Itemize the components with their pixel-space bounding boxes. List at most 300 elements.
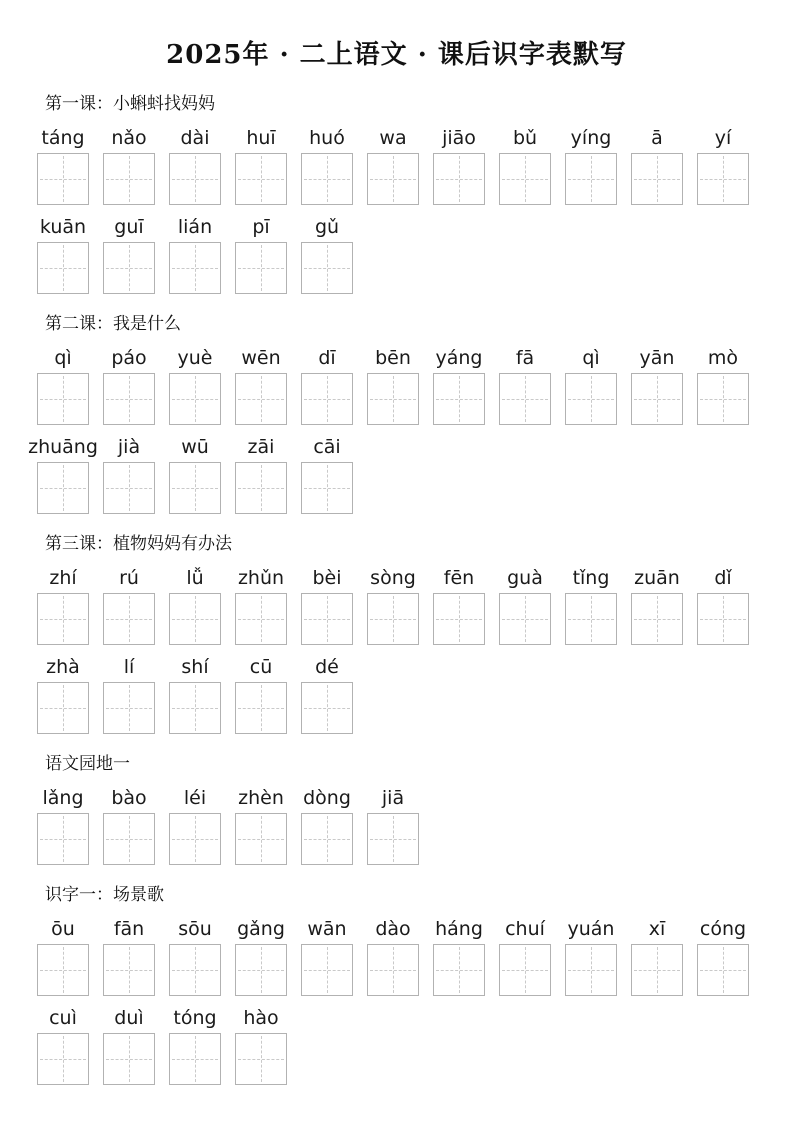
- pinyin-cell: [697, 344, 749, 425]
- pinyin-label: [169, 784, 221, 810]
- tianzige-box: [433, 373, 485, 425]
- pinyin-text: fān: [113, 918, 145, 940]
- pinyin-label: [301, 915, 353, 941]
- pinyin-label: [367, 124, 419, 150]
- tianzige-box: [301, 242, 353, 294]
- pinyin-label: [169, 213, 221, 239]
- tianzige-box: [103, 462, 155, 514]
- tianzige-box: [499, 373, 551, 425]
- pinyin-text: chuí: [505, 918, 545, 940]
- pinyin-cell: [169, 784, 221, 865]
- pinyin-label: [697, 915, 749, 941]
- tianzige-box: [103, 242, 155, 294]
- tianzige-vertical-guide-line: [129, 947, 130, 993]
- pinyin-text: yuè: [177, 347, 213, 369]
- pinyin-row: [37, 124, 793, 205]
- pinyin-label: [565, 124, 617, 150]
- tianzige-box: [565, 153, 617, 205]
- pinyin-label: [169, 915, 221, 941]
- tianzige-vertical-guide-line: [63, 465, 64, 511]
- pinyin-label: [37, 124, 89, 150]
- pinyin-label: [631, 344, 683, 370]
- pinyin-cell: [169, 124, 221, 205]
- pinyin-cell: [103, 564, 155, 645]
- pinyin-label: [235, 124, 287, 150]
- pinyin-cell: [301, 915, 353, 996]
- tianzige-vertical-guide-line: [195, 816, 196, 862]
- pinyin-text: pī: [252, 216, 270, 238]
- tianzige-box: [103, 373, 155, 425]
- pinyin-cell: [103, 213, 155, 294]
- tianzige-box: [367, 373, 419, 425]
- pinyin-text: cuì: [49, 1007, 77, 1029]
- tianzige-vertical-guide-line: [327, 947, 328, 993]
- tianzige-vertical-guide-line: [63, 245, 64, 291]
- pinyin-row: [28, 433, 793, 514]
- tianzige-vertical-guide-line: [129, 156, 130, 202]
- pinyin-cell: [103, 915, 155, 996]
- pinyin-label: [433, 344, 485, 370]
- pinyin-label: [631, 915, 683, 941]
- pinyin-cell: [697, 915, 749, 996]
- tianzige-box: [433, 153, 485, 205]
- pinyin-cell: [499, 344, 551, 425]
- tianzige-box: [301, 593, 353, 645]
- pinyin-text: fēn: [443, 567, 475, 589]
- tianzige-vertical-guide-line: [657, 156, 658, 202]
- pinyin-cell: [37, 344, 89, 425]
- pinyin-cell: [301, 784, 353, 865]
- pinyin-cell: [169, 433, 221, 514]
- tianzige-box: [631, 373, 683, 425]
- pinyin-label: [301, 124, 353, 150]
- tianzige-vertical-guide-line: [195, 465, 196, 511]
- pinyin-cell: [235, 433, 287, 514]
- tianzige-vertical-guide-line: [327, 465, 328, 511]
- tianzige-vertical-guide-line: [261, 947, 262, 993]
- pinyin-text: léi: [183, 787, 207, 809]
- pinyin-label: [565, 344, 617, 370]
- pinyin-text: zhí: [49, 567, 77, 589]
- pinyin-cell: [37, 784, 89, 865]
- tianzige-box: [367, 944, 419, 996]
- pinyin-label: [37, 213, 89, 239]
- pinyin-text: sōu: [178, 918, 212, 940]
- tianzige-vertical-guide-line: [129, 596, 130, 642]
- pinyin-text: táng: [41, 127, 85, 149]
- tianzige-box: [235, 242, 287, 294]
- pinyin-label: [235, 564, 287, 590]
- pinyin-row: [37, 344, 793, 425]
- tianzige-box: [103, 1033, 155, 1085]
- section-title: 第三课：植物妈妈有办法: [45, 534, 232, 554]
- tianzige-box: [367, 593, 419, 645]
- pinyin-label: [169, 344, 221, 370]
- pinyin-label: [169, 564, 221, 590]
- pinyin-text: jiā: [381, 787, 405, 809]
- pinyin-text: lí: [123, 656, 135, 678]
- tianzige-vertical-guide-line: [195, 156, 196, 202]
- pinyin-text: fā: [515, 347, 535, 369]
- tianzige-box: [499, 593, 551, 645]
- tianzige-box: [37, 944, 89, 996]
- pinyin-text: qì: [582, 347, 600, 369]
- pinyin-cell: [565, 564, 617, 645]
- tianzige-vertical-guide-line: [195, 376, 196, 422]
- pinyin-text: wēn: [241, 347, 281, 369]
- pinyin-label: [367, 344, 419, 370]
- pinyin-label: [37, 1004, 89, 1030]
- pinyin-label: [103, 124, 155, 150]
- tianzige-vertical-guide-line: [129, 1036, 130, 1082]
- pinyin-label: [433, 915, 485, 941]
- pinyin-text: gǎng: [237, 918, 285, 940]
- pinyin-cell: [37, 1004, 89, 1085]
- pinyin-label: [169, 1004, 221, 1030]
- pinyin-label: [631, 564, 683, 590]
- pinyin-label: [697, 564, 749, 590]
- tianzige-box: [169, 1033, 221, 1085]
- tianzige-box: [37, 373, 89, 425]
- tianzige-box: [235, 462, 287, 514]
- pinyin-cell: [28, 433, 98, 514]
- tianzige-box: [301, 153, 353, 205]
- tianzige-vertical-guide-line: [393, 816, 394, 862]
- pinyin-label: [37, 564, 89, 590]
- pinyin-row: [37, 915, 793, 996]
- pinyin-text: lǎng: [42, 787, 84, 809]
- pinyin-text: zāi: [247, 436, 275, 458]
- pinyin-label: [235, 1004, 287, 1030]
- pinyin-label: [28, 433, 98, 459]
- pinyin-label: [103, 433, 155, 459]
- pinyin-label: [235, 213, 287, 239]
- pinyin-text: sòng: [370, 567, 416, 589]
- pinyin-text: yáng: [435, 347, 483, 369]
- pinyin-text: lián: [177, 216, 213, 238]
- pinyin-cell: [103, 344, 155, 425]
- tianzige-box: [499, 153, 551, 205]
- tianzige-box: [367, 813, 419, 865]
- tianzige-vertical-guide-line: [261, 1036, 262, 1082]
- tianzige-box: [367, 153, 419, 205]
- pinyin-label: [169, 433, 221, 459]
- pinyin-label: [301, 653, 353, 679]
- tianzige-box: [235, 682, 287, 734]
- pinyin-text: wān: [307, 918, 347, 940]
- pinyin-label: [169, 124, 221, 150]
- pinyin-label: [37, 784, 89, 810]
- tianzige-box: [37, 813, 89, 865]
- tianzige-box: [37, 1033, 89, 1085]
- pinyin-text: dào: [375, 918, 411, 940]
- pinyin-text: jiāo: [442, 127, 476, 149]
- tianzige-vertical-guide-line: [393, 596, 394, 642]
- pinyin-cell: [235, 124, 287, 205]
- pinyin-text: dé: [315, 656, 339, 678]
- pinyin-cell: [301, 564, 353, 645]
- tianzige-box: [37, 593, 89, 645]
- pinyin-cell: [631, 564, 683, 645]
- tianzige-vertical-guide-line: [129, 245, 130, 291]
- tianzige-vertical-guide-line: [393, 947, 394, 993]
- pinyin-text: hào: [243, 1007, 279, 1029]
- tianzige-vertical-guide-line: [261, 245, 262, 291]
- pinyin-text: dǐ: [714, 567, 732, 589]
- pinyin-cell: [235, 213, 287, 294]
- tianzige-box: [433, 944, 485, 996]
- pinyin-text: zhèn: [238, 787, 284, 809]
- pinyin-text: cū: [249, 656, 273, 678]
- pinyin-text: bēn: [375, 347, 411, 369]
- pinyin-cell: [367, 784, 419, 865]
- tianzige-vertical-guide-line: [459, 596, 460, 642]
- pinyin-text: cāi: [313, 436, 341, 458]
- tianzige-box: [169, 593, 221, 645]
- pinyin-label: [103, 784, 155, 810]
- pinyin-label: [301, 213, 353, 239]
- pinyin-cell: [103, 1004, 155, 1085]
- tianzige-vertical-guide-line: [525, 156, 526, 202]
- tianzige-vertical-guide-line: [195, 245, 196, 291]
- tianzige-box: [697, 153, 749, 205]
- pinyin-cell: [37, 915, 89, 996]
- tianzige-box: [301, 682, 353, 734]
- tianzige-vertical-guide-line: [261, 596, 262, 642]
- tianzige-box: [169, 682, 221, 734]
- tianzige-box: [169, 242, 221, 294]
- tianzige-vertical-guide-line: [723, 156, 724, 202]
- lesson-section: [0, 883, 793, 1085]
- pinyin-label: [499, 564, 551, 590]
- pinyin-label: [235, 915, 287, 941]
- pinyin-text: wū: [181, 436, 209, 458]
- pinyin-label: [499, 124, 551, 150]
- pinyin-cell: [235, 784, 287, 865]
- tianzige-vertical-guide-line: [129, 376, 130, 422]
- tianzige-box: [499, 944, 551, 996]
- tianzige-vertical-guide-line: [129, 685, 130, 731]
- tianzige-vertical-guide-line: [63, 376, 64, 422]
- tianzige-box: [697, 944, 749, 996]
- tianzige-box: [103, 153, 155, 205]
- pinyin-label: [301, 344, 353, 370]
- tianzige-vertical-guide-line: [591, 376, 592, 422]
- sections-container: [0, 92, 793, 1085]
- pinyin-text: dài: [180, 127, 210, 149]
- tianzige-vertical-guide-line: [261, 816, 262, 862]
- pinyin-cell: [235, 653, 287, 734]
- tianzige-vertical-guide-line: [525, 376, 526, 422]
- pinyin-label: [433, 564, 485, 590]
- tianzige-vertical-guide-line: [63, 1036, 64, 1082]
- lesson-section: [0, 312, 793, 514]
- pinyin-text: dòng: [303, 787, 351, 809]
- pinyin-text: zuān: [634, 567, 680, 589]
- pinyin-label: [631, 124, 683, 150]
- tianzige-box: [37, 153, 89, 205]
- tianzige-box: [565, 593, 617, 645]
- pinyin-cell: [565, 344, 617, 425]
- pinyin-cell: [235, 564, 287, 645]
- pinyin-cell: [433, 564, 485, 645]
- tianzige-box: [235, 593, 287, 645]
- pinyin-cell: [433, 915, 485, 996]
- pinyin-label: [697, 124, 749, 150]
- tianzige-vertical-guide-line: [657, 376, 658, 422]
- tianzige-vertical-guide-line: [327, 685, 328, 731]
- tianzige-box: [103, 593, 155, 645]
- pinyin-row: [37, 1004, 793, 1085]
- pinyin-text: huó: [309, 127, 345, 149]
- tianzige-box: [565, 944, 617, 996]
- pinyin-cell: [103, 433, 155, 514]
- tianzige-vertical-guide-line: [261, 156, 262, 202]
- pinyin-label: [499, 915, 551, 941]
- pinyin-text: rú: [119, 567, 139, 589]
- pinyin-text: guī: [114, 216, 144, 238]
- tianzige-vertical-guide-line: [195, 596, 196, 642]
- pinyin-cell: [367, 124, 419, 205]
- pinyin-text: ā: [651, 127, 663, 149]
- pinyin-row: [37, 564, 793, 645]
- tianzige-vertical-guide-line: [591, 947, 592, 993]
- tianzige-vertical-guide-line: [327, 156, 328, 202]
- pinyin-cell: [37, 564, 89, 645]
- pinyin-cell: [631, 344, 683, 425]
- pinyin-text: bèi: [312, 567, 342, 589]
- tianzige-box: [235, 944, 287, 996]
- tianzige-vertical-guide-line: [525, 596, 526, 642]
- tianzige-box: [169, 813, 221, 865]
- pinyin-text: tǐng: [572, 567, 610, 589]
- tianzige-vertical-guide-line: [327, 376, 328, 422]
- tianzige-vertical-guide-line: [525, 947, 526, 993]
- pinyin-cell: [367, 915, 419, 996]
- pinyin-row: [37, 784, 793, 865]
- pinyin-text: duì: [114, 1007, 144, 1029]
- tianzige-vertical-guide-line: [195, 1036, 196, 1082]
- tianzige-box: [301, 373, 353, 425]
- section-title: 第一课：小蝌蚪找妈妈: [45, 94, 215, 114]
- tianzige-box: [169, 944, 221, 996]
- pinyin-label: [37, 344, 89, 370]
- pinyin-label: [301, 433, 353, 459]
- pinyin-label: [169, 653, 221, 679]
- pinyin-label: [697, 344, 749, 370]
- tianzige-vertical-guide-line: [327, 245, 328, 291]
- section-title: 识字一：场景歌: [45, 885, 164, 905]
- pinyin-cell: [169, 1004, 221, 1085]
- pinyin-text: shí: [181, 656, 209, 678]
- tianzige-box: [37, 462, 89, 514]
- tianzige-vertical-guide-line: [591, 596, 592, 642]
- pinyin-cell: [499, 915, 551, 996]
- tianzige-box: [301, 462, 353, 514]
- tianzige-vertical-guide-line: [63, 685, 64, 731]
- pinyin-cell: [169, 915, 221, 996]
- pinyin-label: [37, 653, 89, 679]
- tianzige-vertical-guide-line: [393, 156, 394, 202]
- pinyin-cell: [301, 344, 353, 425]
- tianzige-vertical-guide-line: [195, 947, 196, 993]
- pinyin-text: dī: [318, 347, 336, 369]
- pinyin-cell: [301, 213, 353, 294]
- pinyin-label: [103, 213, 155, 239]
- pinyin-text: mò: [707, 347, 739, 369]
- pinyin-label: [37, 915, 89, 941]
- pinyin-label: [433, 124, 485, 150]
- pinyin-label: [367, 784, 419, 810]
- tianzige-vertical-guide-line: [459, 156, 460, 202]
- tianzige-vertical-guide-line: [261, 376, 262, 422]
- pinyin-cell: [169, 344, 221, 425]
- pinyin-text: yuán: [567, 918, 615, 940]
- pinyin-row: [37, 653, 793, 734]
- pinyin-cell: [37, 653, 89, 734]
- tianzige-vertical-guide-line: [591, 156, 592, 202]
- pinyin-text: cóng: [699, 918, 747, 940]
- tianzige-box: [169, 373, 221, 425]
- pinyin-label: [103, 653, 155, 679]
- pinyin-text: tóng: [173, 1007, 217, 1029]
- pinyin-label: [103, 1004, 155, 1030]
- tianzige-vertical-guide-line: [327, 596, 328, 642]
- tianzige-box: [169, 462, 221, 514]
- pinyin-cell: [697, 124, 749, 205]
- pinyin-label: [565, 564, 617, 590]
- tianzige-vertical-guide-line: [63, 816, 64, 862]
- pinyin-text: guà: [507, 567, 543, 589]
- tianzige-box: [235, 373, 287, 425]
- tianzige-vertical-guide-line: [261, 465, 262, 511]
- tianzige-vertical-guide-line: [195, 685, 196, 731]
- pinyin-text: gǔ: [314, 216, 340, 238]
- tianzige-vertical-guide-line: [261, 685, 262, 731]
- pinyin-text: bǔ: [512, 127, 538, 149]
- pinyin-text: ōu: [51, 918, 75, 940]
- tianzige-box: [631, 593, 683, 645]
- pinyin-text: kuān: [39, 216, 87, 238]
- pinyin-cell: [103, 784, 155, 865]
- tianzige-vertical-guide-line: [63, 156, 64, 202]
- lesson-section: [0, 532, 793, 734]
- pinyin-cell: [169, 564, 221, 645]
- pinyin-cell: [433, 124, 485, 205]
- tianzige-vertical-guide-line: [393, 376, 394, 422]
- pinyin-cell: [37, 124, 89, 205]
- pinyin-cell: [37, 213, 89, 294]
- tianzige-box: [631, 944, 683, 996]
- pinyin-cell: [301, 653, 353, 734]
- pinyin-text: nǎo: [111, 127, 147, 149]
- pinyin-label: [235, 653, 287, 679]
- pinyin-cell: [103, 653, 155, 734]
- tianzige-box: [37, 682, 89, 734]
- tianzige-vertical-guide-line: [723, 376, 724, 422]
- pinyin-label: [103, 564, 155, 590]
- pinyin-text: bào: [111, 787, 147, 809]
- pinyin-text: huī: [246, 127, 276, 149]
- tianzige-vertical-guide-line: [459, 376, 460, 422]
- pinyin-cell: [433, 344, 485, 425]
- pinyin-cell: [499, 564, 551, 645]
- pinyin-text: páo: [111, 347, 147, 369]
- pinyin-cell: [235, 915, 287, 996]
- section-title: 语文园地一: [45, 754, 130, 774]
- pinyin-text: yíng: [570, 127, 612, 149]
- tianzige-vertical-guide-line: [657, 947, 658, 993]
